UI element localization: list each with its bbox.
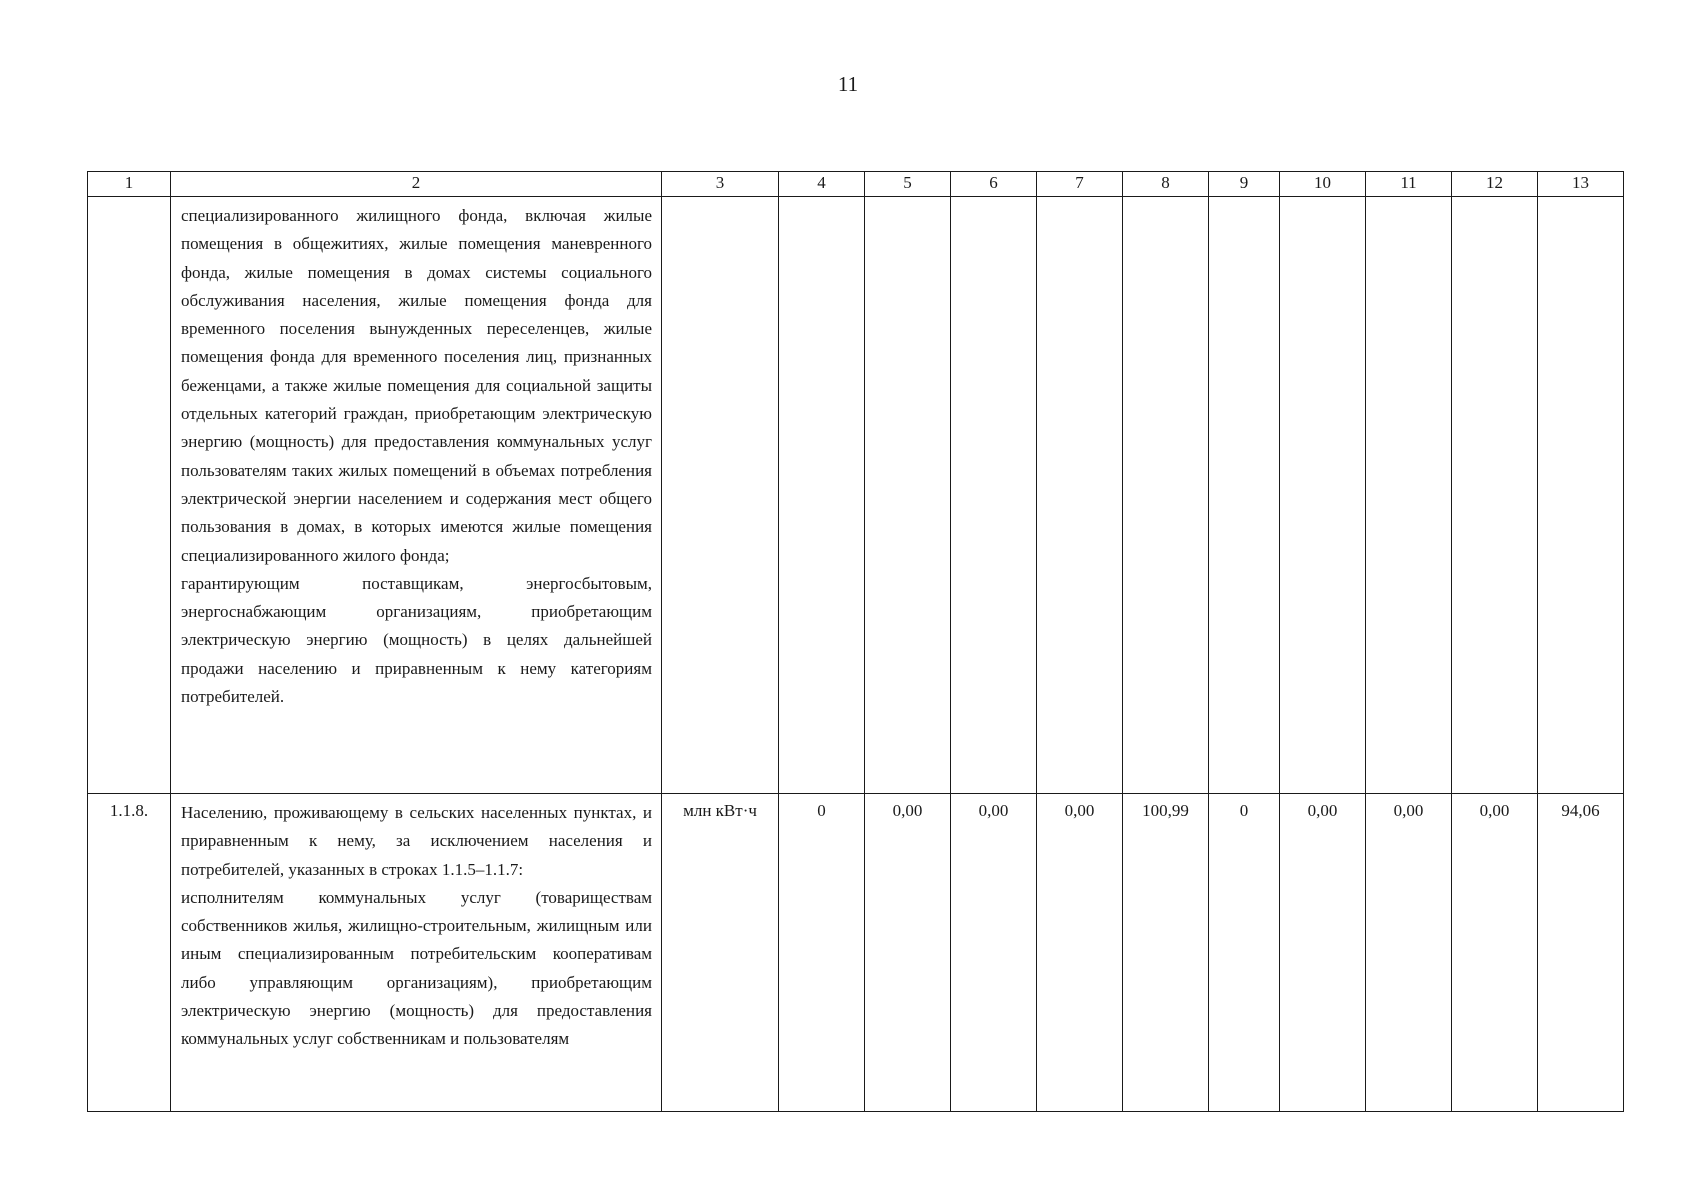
data-table — [87, 171, 1624, 1112]
column-header: 13 — [1538, 172, 1624, 197]
description-paragraph: Населению, проживающему в сельских населенных пунктах, и приравненным к нему, за исключением населения и потребителей, указанных в строках 1.1.5–1.1.7: — [181, 803, 652, 879]
row-description — [171, 197, 662, 794]
description-paragraph: гарантирующим поставщикам, энергосбытовым, энергоснабжающим организациям, приобретающим электрическую энергию (мощность) в целях дальнейшей продажи населению и приравненным к нему категориям потребителей. — [181, 573, 652, 707]
value-cell: 0 — [1209, 794, 1280, 1112]
value-cell: 0,00 — [1280, 794, 1366, 1112]
column-header: 9 — [1209, 172, 1280, 197]
column-header: 11 — [1366, 172, 1452, 197]
value-cell: 0,00 — [1366, 794, 1452, 1112]
value-cell: 0,00 — [865, 794, 951, 1112]
value-cell — [1037, 197, 1123, 794]
column-header: 10 — [1280, 172, 1366, 197]
column-header: 1 — [88, 172, 171, 197]
value-cell — [865, 197, 951, 794]
value-cell: 0 — [779, 794, 865, 1112]
value-cell — [951, 197, 1037, 794]
column-header: 2 — [171, 172, 662, 197]
column-header: 8 — [1123, 172, 1209, 197]
value-cell — [1366, 197, 1452, 794]
value-cell — [779, 197, 865, 794]
description-paragraph: специализированного жилищного фонда, включая жилые помещения в общежитиях, жилые помещения маневренного фонда, жилые помещения в домах системы социального обслуживания населения, жилые помещения фонда для временного поселения вынужденных переселенцев, жилые помещения фонда для временного поселения лиц, признанных беженцами, а также жилые помещения для социальной защиты отдельных категорий граждан, приобретающим электрическую энергию (мощность) для предоставления коммунальных услуг пользователям таких жилых помещений в объемах потребления электрической энергии населением и содержания мест общего пользования в домах, в которых имеются жилые помещения специализированного жилого фонда; — [181, 206, 652, 565]
table-row — [88, 197, 1624, 794]
row-number: 1.1.8. — [88, 794, 171, 1112]
column-header: 4 — [779, 172, 865, 197]
row-description — [171, 794, 662, 1112]
table-row — [88, 794, 1624, 1112]
column-header: 7 — [1037, 172, 1123, 197]
page-number: 11 — [837, 72, 859, 96]
value-cell: 0,00 — [1037, 794, 1123, 1112]
column-header: 5 — [865, 172, 951, 197]
column-header: 6 — [951, 172, 1037, 197]
row-number — [88, 197, 171, 794]
header-row — [88, 172, 1624, 197]
unit-cell — [662, 197, 779, 794]
value-cell: 100,99 — [1123, 794, 1209, 1112]
column-header: 12 — [1452, 172, 1538, 197]
value-cell: 0,00 — [1452, 794, 1538, 1112]
value-cell — [1538, 197, 1624, 794]
value-cell — [1280, 197, 1366, 794]
description-paragraph: исполнителям коммунальных услуг (товариществам собственников жилья, жилищно-строительным, жилищным или иным специализированным потребительским кооперативам либо управляющим организациям), приобретающим электрическую энергию (мощность) для предоставления коммунальных услуг собственникам и пользователям — [181, 887, 652, 1049]
value-cell: 94,06 — [1538, 794, 1624, 1112]
value-cell — [1123, 197, 1209, 794]
value-cell: 0,00 — [951, 794, 1037, 1112]
unit-cell: млн кВт·ч — [662, 794, 779, 1112]
column-header: 3 — [662, 172, 779, 197]
value-cell — [1209, 197, 1280, 794]
value-cell — [1452, 197, 1538, 794]
